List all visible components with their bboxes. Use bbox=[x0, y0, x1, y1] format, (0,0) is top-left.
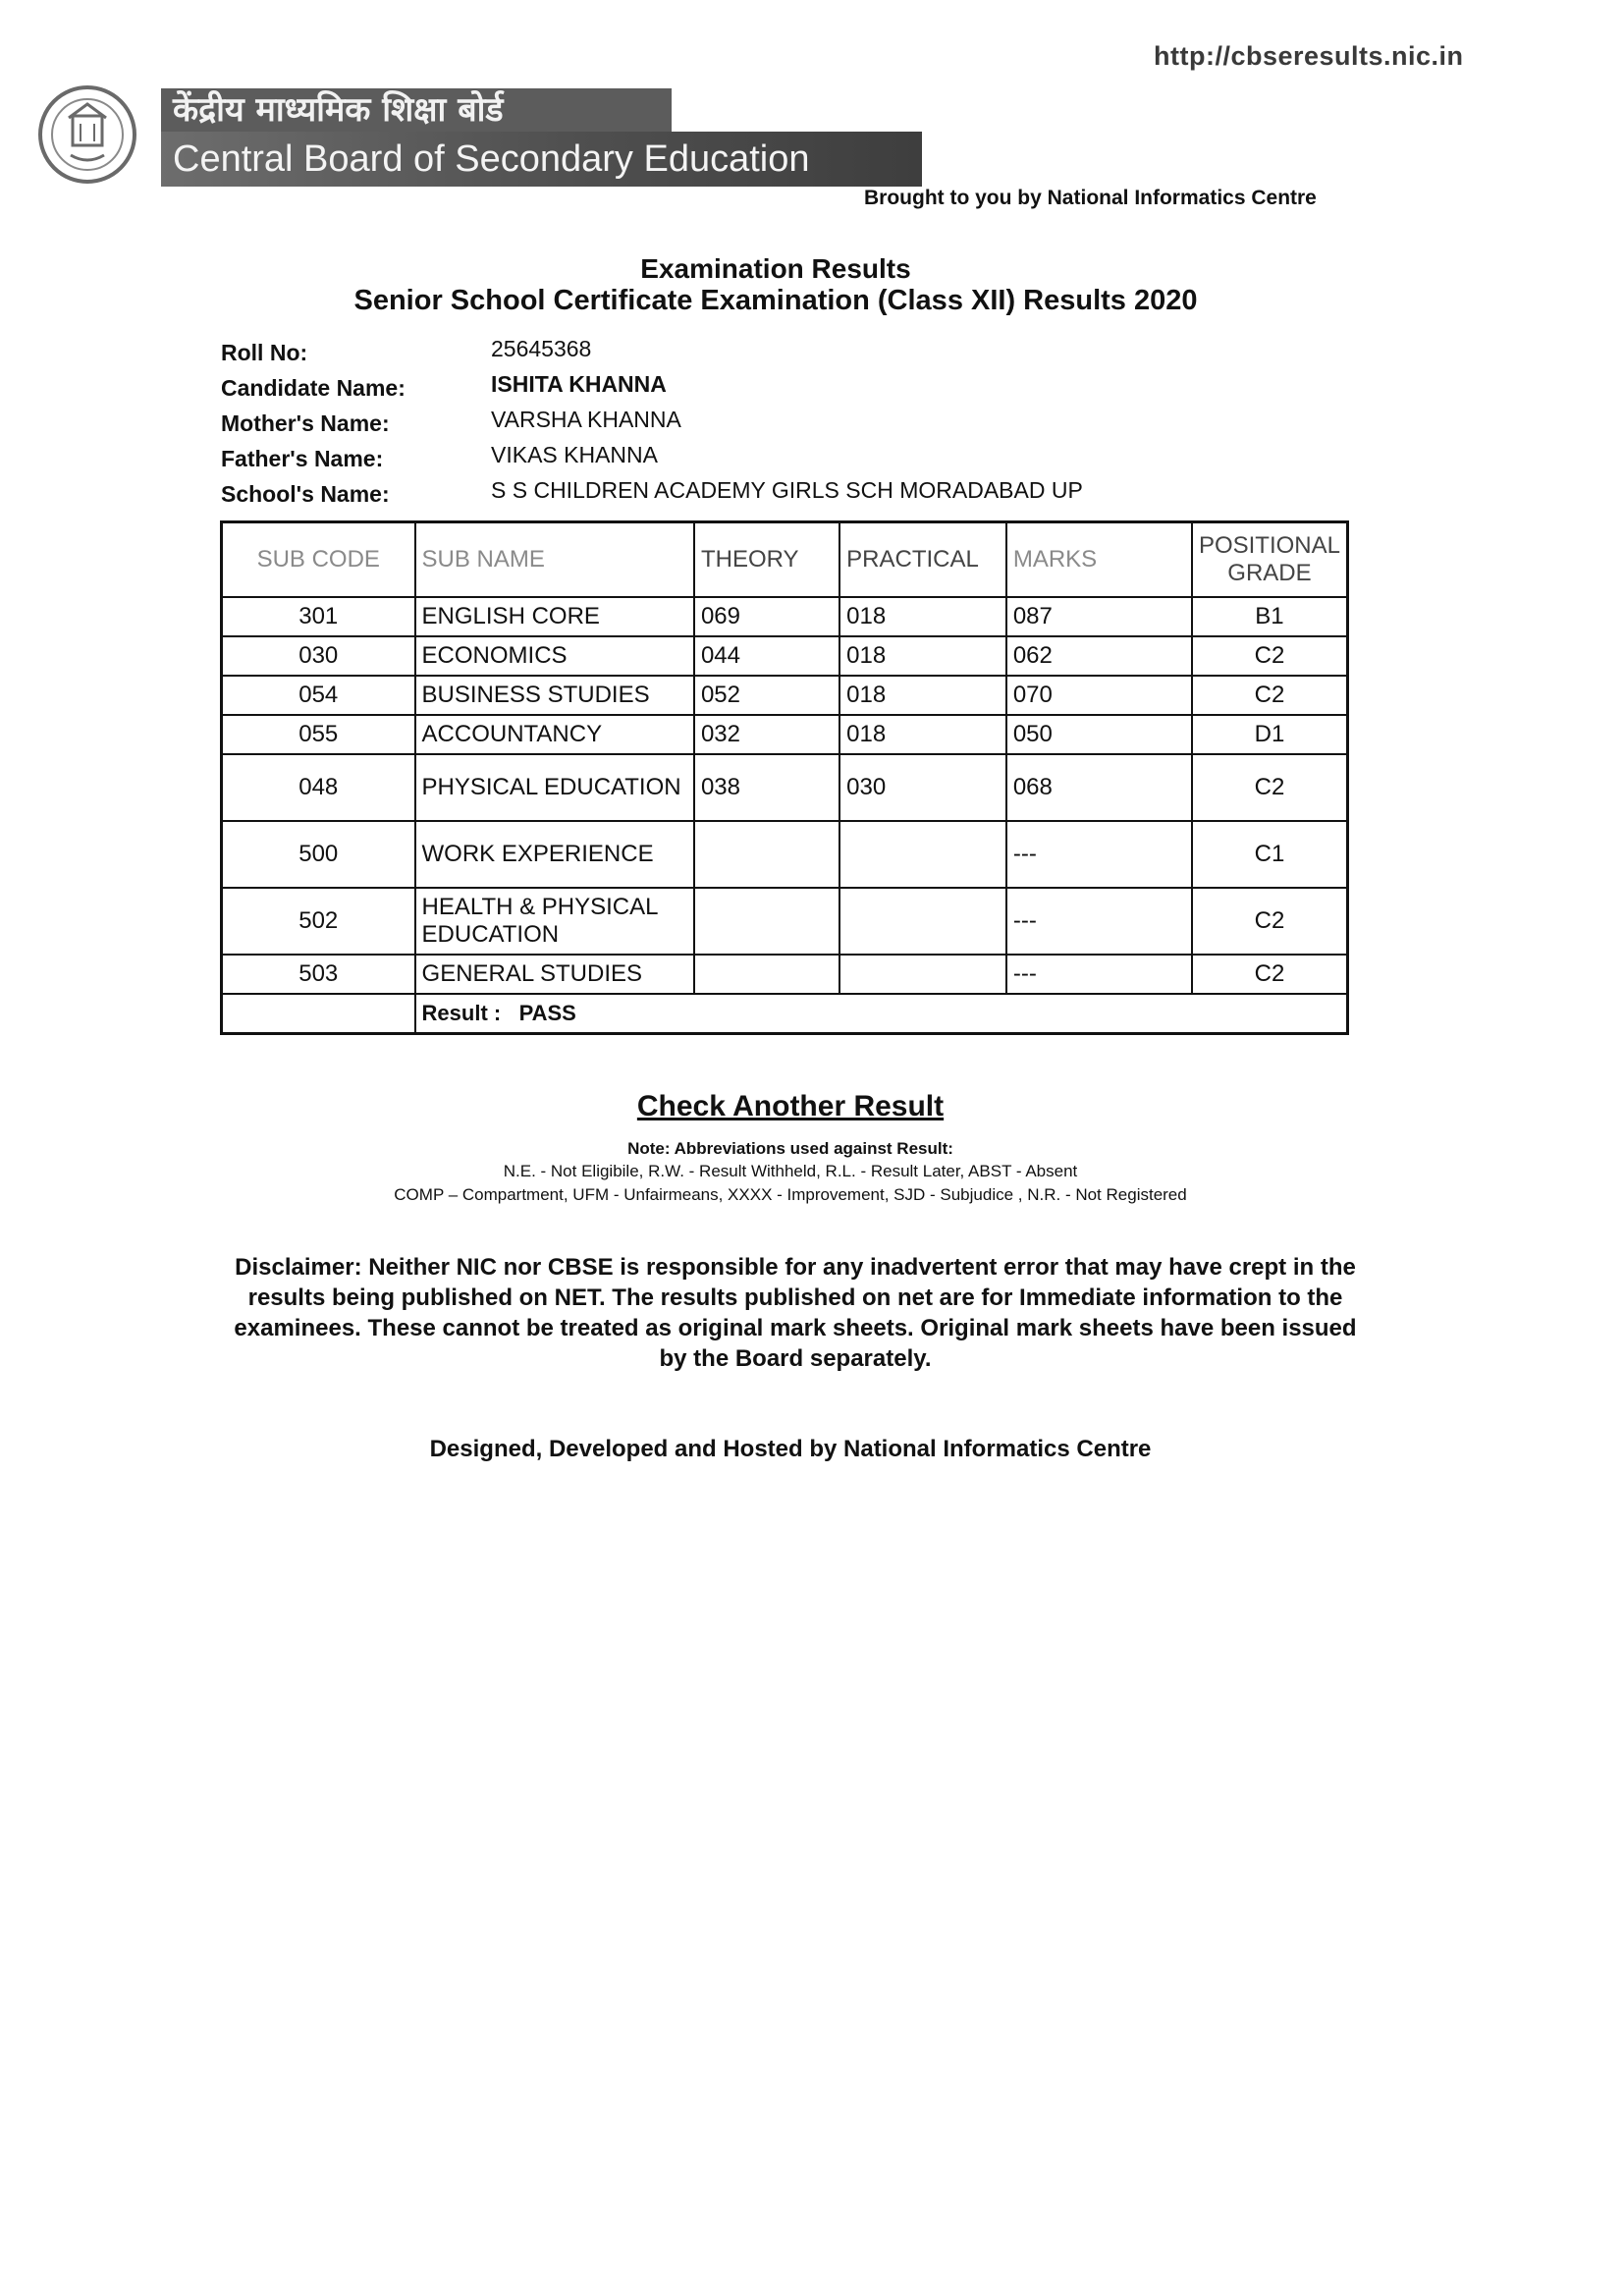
brought-by-text: Brought to you by National Informatics Centre bbox=[864, 187, 1317, 209]
cell-theory bbox=[694, 955, 839, 994]
result-row bbox=[222, 994, 1348, 1034]
cell-sub-code: 055 bbox=[222, 715, 415, 754]
father-name-label: Father's Name: bbox=[221, 446, 384, 471]
cell-marks: 050 bbox=[1006, 715, 1192, 754]
mother-name-value: VARSHA KHANNA bbox=[491, 407, 681, 432]
table-header-row bbox=[222, 522, 1348, 598]
cell-practical: 018 bbox=[839, 597, 1006, 636]
exam-subtitle: Senior School Certificate Examination (Class XII) Results 2020 bbox=[353, 285, 1198, 316]
table-row bbox=[222, 715, 1348, 754]
roll-no-value: 25645368 bbox=[491, 336, 592, 361]
board-name-english: Central Board of Secondary Education bbox=[173, 138, 810, 180]
header-sub-name: SUB NAME bbox=[415, 522, 694, 598]
cell-grade: C2 bbox=[1192, 636, 1348, 676]
cell-marks: 062 bbox=[1006, 636, 1192, 676]
header-practical: PRACTICAL bbox=[839, 522, 1006, 598]
table-row bbox=[222, 636, 1348, 676]
result-value: PASS bbox=[518, 1001, 576, 1025]
header-grade-line1: POSITIONAL bbox=[1198, 532, 1340, 559]
cell-theory bbox=[694, 821, 839, 888]
table-row bbox=[222, 955, 1348, 994]
table-row bbox=[222, 821, 1348, 888]
cell-grade: C2 bbox=[1192, 888, 1348, 955]
cbse-emblem-icon bbox=[33, 82, 141, 187]
cell-marks: 070 bbox=[1006, 676, 1192, 715]
school-name-label: School's Name: bbox=[221, 481, 390, 507]
disclaimer-text: Neither NIC nor CBSE is responsible for any inadvertent error that may have crept in the results being published on NET. The results published on net are for Immediate information to the examinees. These cannot be treated as original mark sheets. Original mark sheets have been issued by the Board separately. bbox=[234, 1254, 1357, 1372]
cell-practical: 018 bbox=[839, 715, 1006, 754]
cell-sub-code: 500 bbox=[222, 821, 415, 888]
cell-practical: 018 bbox=[839, 636, 1006, 676]
header-sub-code: SUB CODE bbox=[222, 522, 415, 598]
abbreviations-line-2: COMP – Compartment, UFM - Unfairmeans, XXXX - Improvement, SJD - Subjudice , N.R. - Not Registered bbox=[394, 1185, 1187, 1204]
cbse-banner bbox=[33, 82, 922, 187]
cell-sub-code: 503 bbox=[222, 955, 415, 994]
board-name-hindi: केंद्रीय माध्यमिक शिक्षा बोर्ड bbox=[173, 90, 504, 130]
table-row bbox=[222, 597, 1348, 636]
cell-practical bbox=[839, 821, 1006, 888]
results-table bbox=[220, 520, 1349, 1035]
cell-sub-name: BUSINESS STUDIES bbox=[415, 676, 694, 715]
cell-sub-name: GENERAL STUDIES bbox=[415, 955, 694, 994]
cell-sub-code: 054 bbox=[222, 676, 415, 715]
cell-grade: B1 bbox=[1192, 597, 1348, 636]
cell-sub-name: ECONOMICS bbox=[415, 636, 694, 676]
table-row bbox=[222, 888, 1348, 955]
cell-theory: 032 bbox=[694, 715, 839, 754]
result-cell bbox=[415, 994, 1348, 1034]
table-row bbox=[222, 754, 1348, 821]
cell-theory: 038 bbox=[694, 754, 839, 821]
candidate-name-label: Candidate Name: bbox=[221, 375, 406, 401]
header-grade-line2: GRADE bbox=[1227, 560, 1312, 586]
cell-sub-code: 030 bbox=[222, 636, 415, 676]
cell-grade: C1 bbox=[1192, 821, 1348, 888]
result-empty-cell bbox=[222, 994, 415, 1034]
abbreviations-note-title: Note: Abbreviations used against Result: bbox=[627, 1139, 953, 1158]
school-name-value: S S CHILDREN ACADEMY GIRLS SCH MORADABAD UP bbox=[491, 477, 1083, 503]
designed-by-footer: Designed, Developed and Hosted by National Informatics Centre bbox=[429, 1436, 1152, 1462]
cell-sub-name: PHYSICAL EDUCATION bbox=[415, 754, 694, 821]
cell-marks: --- bbox=[1006, 821, 1192, 888]
roll-no-label: Roll No: bbox=[221, 340, 308, 365]
table-row bbox=[222, 676, 1348, 715]
header-theory: THEORY bbox=[694, 522, 839, 598]
disclaimer bbox=[231, 1252, 1360, 1374]
cell-marks: --- bbox=[1006, 888, 1192, 955]
cell-marks: 068 bbox=[1006, 754, 1192, 821]
abbreviations-line-1: N.E. - Not Eligibile, R.W. - Result Withheld, R.L. - Result Later, ABST - Absent bbox=[503, 1162, 1078, 1180]
cell-theory: 052 bbox=[694, 676, 839, 715]
cell-theory: 044 bbox=[694, 636, 839, 676]
cell-sub-code: 502 bbox=[222, 888, 415, 955]
header-positional-grade bbox=[1192, 522, 1348, 598]
cell-practical: 018 bbox=[839, 676, 1006, 715]
disclaimer-label: Disclaimer: bbox=[235, 1254, 362, 1281]
cell-sub-code: 048 bbox=[222, 754, 415, 821]
header-marks: MARKS bbox=[1006, 522, 1192, 598]
cell-practical bbox=[839, 888, 1006, 955]
check-another-result-link[interactable]: Check Another Result bbox=[636, 1090, 945, 1122]
cell-marks: 087 bbox=[1006, 597, 1192, 636]
site-url: http://cbseresults.nic.in bbox=[1154, 41, 1464, 71]
result-label: Result : bbox=[421, 1001, 502, 1025]
cell-theory: 069 bbox=[694, 597, 839, 636]
cell-grade: D1 bbox=[1192, 715, 1348, 754]
cell-sub-name: ACCOUNTANCY bbox=[415, 715, 694, 754]
cell-grade: C2 bbox=[1192, 955, 1348, 994]
candidate-name-value: ISHITA KHANNA bbox=[491, 371, 667, 397]
mother-name-label: Mother's Name: bbox=[221, 410, 390, 436]
cell-grade: C2 bbox=[1192, 676, 1348, 715]
cell-practical: 030 bbox=[839, 754, 1006, 821]
cell-theory bbox=[694, 888, 839, 955]
cell-sub-name: ENGLISH CORE bbox=[415, 597, 694, 636]
cell-practical bbox=[839, 955, 1006, 994]
cell-sub-code: 301 bbox=[222, 597, 415, 636]
cell-marks: --- bbox=[1006, 955, 1192, 994]
cell-sub-name: HEALTH & PHYSICAL EDUCATION bbox=[415, 888, 694, 955]
cell-sub-name: WORK EXPERIENCE bbox=[415, 821, 694, 888]
exam-title: Examination Results bbox=[640, 253, 911, 284]
father-name-value: VIKAS KHANNA bbox=[491, 442, 658, 467]
cell-grade: C2 bbox=[1192, 754, 1348, 821]
